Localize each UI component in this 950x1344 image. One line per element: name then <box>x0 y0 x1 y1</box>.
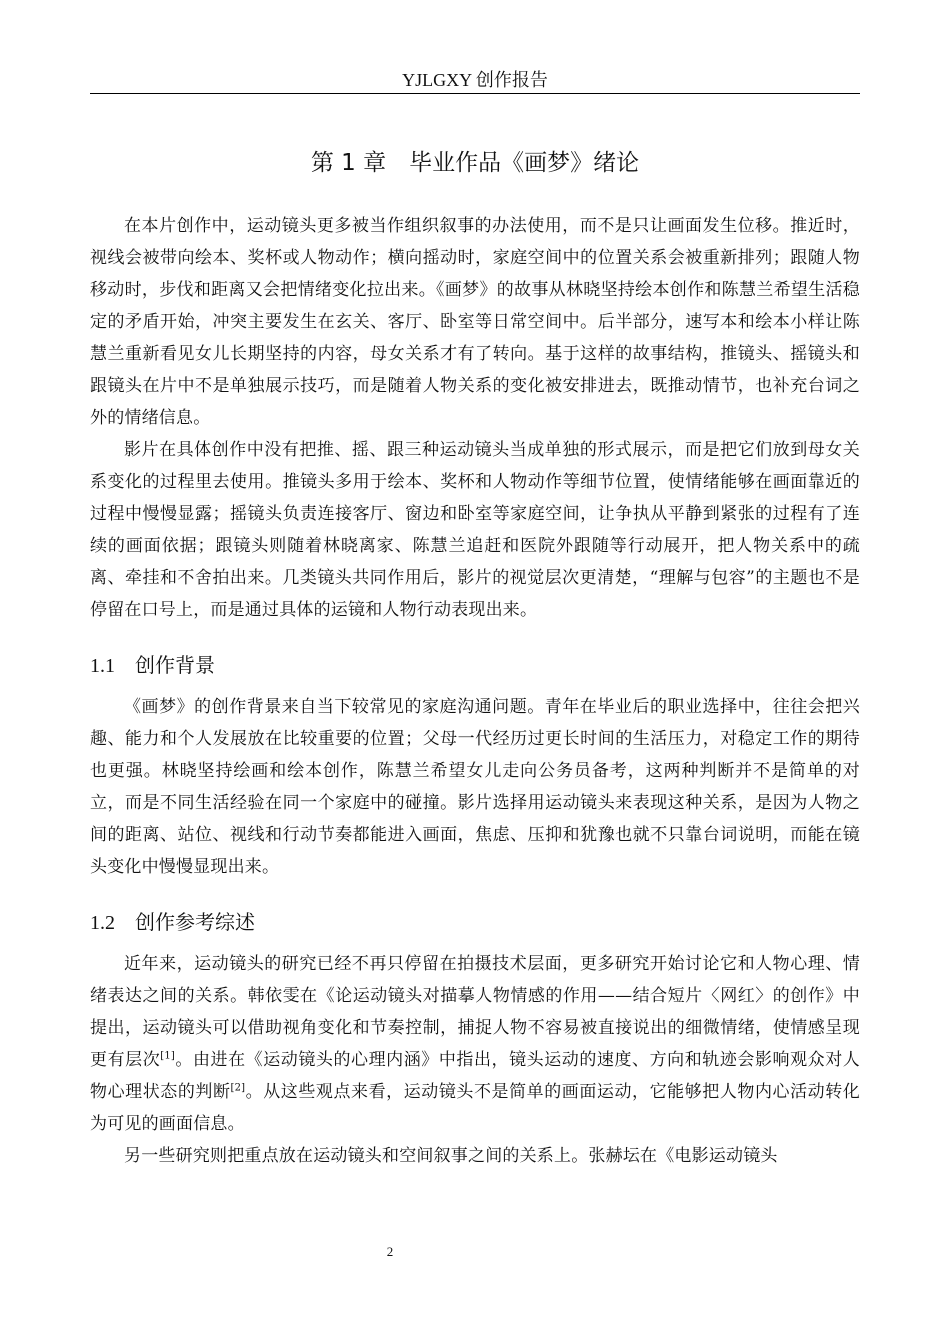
body-content <box>90 210 860 1172</box>
section-heading-1-1 <box>90 648 860 683</box>
section-title-text: 创作背景 <box>135 653 215 677</box>
page-number: 2 <box>386 1244 394 1259</box>
intro-paragraph: 影片在具体创作中没有把推、摇、跟三种运动镜头当成单独的形式展示，而是把它们放到母女关系变化的过程里去使用。推镜头多用于绘本、奖杯和人物动作等细节位置，使情绪能够在画面靠近的过程中慢慢显露；摇镜头负责连接客厅、窗边和卧室等家庭空间，让争执从平静到紧张的过程有了连续的画面依据；跟镜头则随着林晓离家、陈慧兰追赶和医院外跟随等行动展开，把人物关系中的疏离、牵挂和不舍拍出来。几类镜头共同作用后，影片的视觉层次更清楚，“理解与包容”的主题也不是停留在口号上，而是通过具体的运镜和人物行动表现出来。 <box>90 440 860 620</box>
review-paragraph: 另一些研究则把重点放在运动镜头和空间叙事之间的关系上。张赫坛在《电影运动镜头 <box>124 1146 778 1166</box>
section-number: 1.2 <box>90 912 115 934</box>
chapter-title: 第 1 章 毕业作品《画梦》绪论 <box>310 150 640 176</box>
running-header: YJLGXY 创作报告 <box>402 70 548 90</box>
intro-paragraph: 在本片创作中，运动镜头更多被当作组织叙事的办法使用，而不是只让画面发生位移。推近时，视线会被带向绘本、奖杯或人物动作；横向摇动时，家庭空间中的位置关系会被重新排列；跟随人物移动时，步伐和距离又会把情绪变化拉出来。《画梦》的故事从林晓坚持绘本创作和陈慧兰希望生活稳定的矛盾开始，冲突主要发生在玄关、客厅、卧室等日常空间中。后半部分，速写本和绘本小样让陈慧兰重新看见女儿长期坚持的内容，母女关系才有了转向。基于这样的故事结构，推镜头、摇镜头和跟镜头在片中不是单独展示技巧，而是随着人物关系的变化被安排进去，既推动情节，也补充台词之外的情绪信息。 <box>90 216 860 428</box>
section-title-text: 创作参考综述 <box>135 910 255 934</box>
review-paragraph <box>90 948 860 1140</box>
citation-ref-2[interactable]: [2] <box>230 1082 246 1094</box>
background-paragraph: 《画梦》的创作背景来自当下较常见的家庭沟通问题。青年在毕业后的职业选择中，往往会把兴趣、能力和个人发展放在比较重要的位置；父母一代经历过更长时间的生活压力，对稳定工作的期待也更强。林晓坚持绘画和绘本创作，陈慧兰希望女儿走向公务员备考，这两种判断并不是简单的对立，而是不同生活经验在同一个家庭中的碰撞。影片选择用运动镜头来表现这种关系，是因为人物之间的距离、站位、视线和行动节奏都能进入画面，焦虑、压抑和犹豫也就不只靠台词说明，而能在镜头变化中慢慢显现出来。 <box>90 697 860 877</box>
header-rule <box>90 93 860 94</box>
review-text: 。由进在《运动镜头的心理内涵》中指出，镜头运动的速度、方向和轨迹会影响观众对人物心理状态的判断 <box>90 1050 860 1102</box>
review-text: 近年来，运动镜头的研究已经不再只停留在拍摄技术层面，更多研究开始讨论它和人物心理、情绪表达之间的关系。韩依雯在《论运动镜头对描摹人物情感的作用——结合短片〈网红〉的创作》中提出，运动镜头可以借助视角变化和节奏控制，捕捉人物不容易被直接说出的细微情绪，使情感呈现更有层次 <box>90 954 860 1070</box>
section-number: 1.1 <box>90 655 115 677</box>
citation-ref-1[interactable]: [1] <box>160 1050 176 1062</box>
review-text: 。从这些观点来看，运动镜头不是简单的画面运动，它能够把人物内心活动转化为可见的画面信息。 <box>90 1082 860 1134</box>
section-heading-1-2 <box>90 905 860 940</box>
